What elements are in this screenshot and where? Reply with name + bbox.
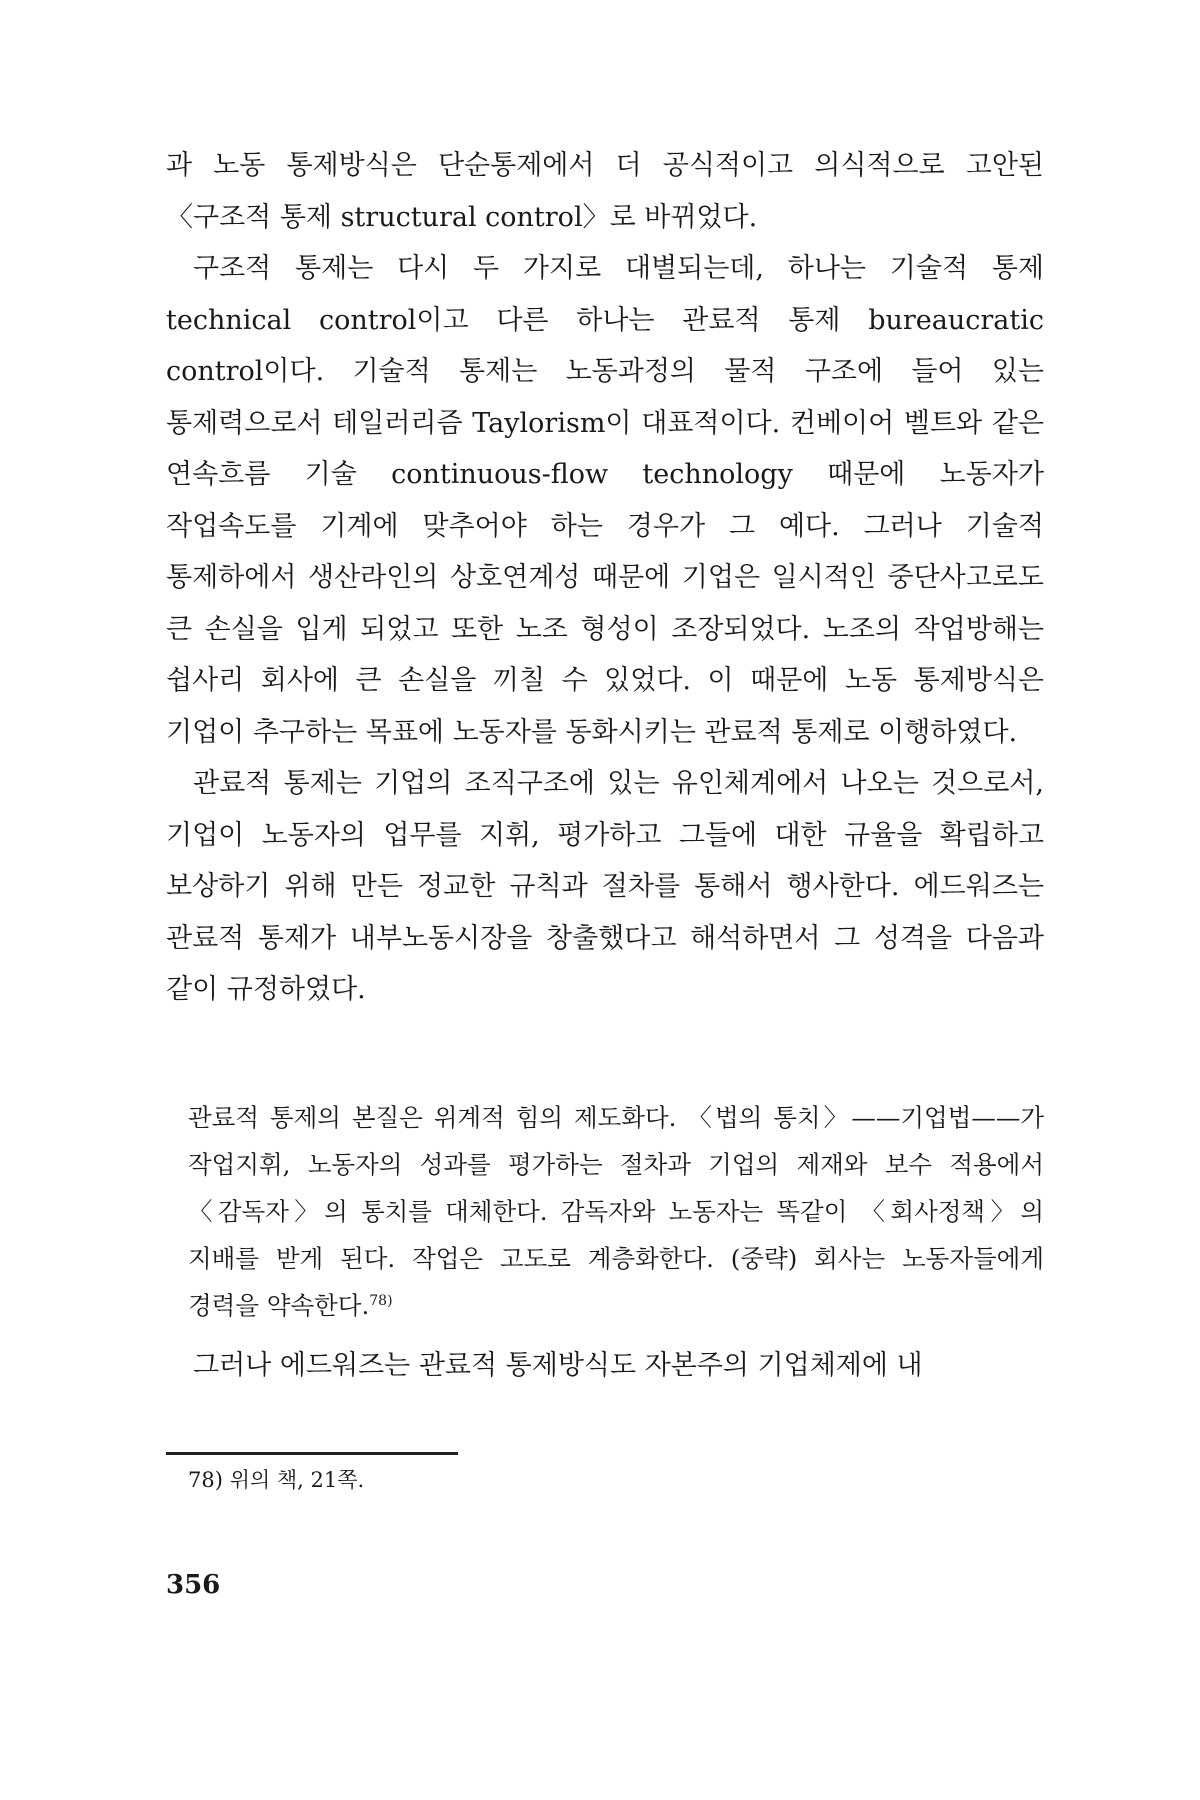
footnote-reference: 78) bbox=[369, 1292, 393, 1309]
paragraph-continuation: 과 노동 통제방식은 단순통제에서 더 공식적이고 의식적으로 고안된 〈구조적 통제 structural control〉로 바뀌었다. bbox=[166, 150, 1044, 233]
paragraph-tail: 그러나 에드워즈는 관료적 통제방식도 자본주의 기업체제에 내 bbox=[193, 1350, 923, 1381]
tail-body-text bbox=[166, 1340, 1044, 1392]
block-quote-text: 관료적 통제의 본질은 위계적 힘의 제도화다. 〈법의 통치〉——기업법——가 작업지휘, 노동자의 성과를 평가하는 절차과 기업의 제재와 보수 적용에서 〈감독자〉의 통치를 대체한다. 감독자와 노동자는 똑같이 〈회사정책〉의 지배를 받게 된다. 작업은 고도로 계층화한다. (중략) 회사는 노동자들에게 경력을 약속한다. bbox=[188, 1103, 1044, 1320]
block-quote-paragraph bbox=[188, 1094, 1044, 1329]
block-quote bbox=[188, 1094, 1044, 1329]
paragraph-structural-control: 구조적 통제는 다시 두 가지로 대별되는데, 하나는 기술적 통제 technical control이고 다른 하나는 관료적 통제 bureaucratic control이다. 기술적 통제는 노동과정의 물적 구조에 들어 있는 통제력으로서 테일러리즘 Taylorism이 대표적이다. 컨베이어 벨트와 같은 연속흐름 기술 continuous-flow technology 때문에 노동자가 작업속도를 기계에 맞추어야 하는 경우가 그 예다. 그러나 기술적 통제하에서 생산라인의 상호연계성 때문에 기업은 일시적인 중단사고로도 큰 손실을 입게 되었고 또한 노조 형성이 조장되었다. 노조의 작업방해는 쉽사리 회사에 큰 손실을 끼칠 수 있었다. 이 때문에 노동 통제방식은 기업이 추구하는 목표에 노동자를 동화시키는 관료적 통제로 이행하였다. bbox=[166, 253, 1044, 748]
footnote: 78) 위의 책, 21쪽. bbox=[188, 1468, 365, 1492]
main-body-text bbox=[166, 140, 1044, 1016]
page-number: 356 bbox=[166, 1570, 221, 1600]
footnote-divider bbox=[166, 1452, 458, 1455]
paragraph-bureaucratic-control: 관료적 통제는 기업의 조직구조에 있는 유인체계에서 나오는 것으로서, 기업이 노동자의 업무를 지휘, 평가하고 그들에 대한 규율을 확립하고 보상하기 위해 만든 정교한 규칙과 절차를 통해서 행사한다. 에드워즈는 관료적 통제가 내부노동시장을 창출했다고 해석하면서 그 성격을 다음과 같이 규정하였다. bbox=[166, 768, 1044, 1005]
